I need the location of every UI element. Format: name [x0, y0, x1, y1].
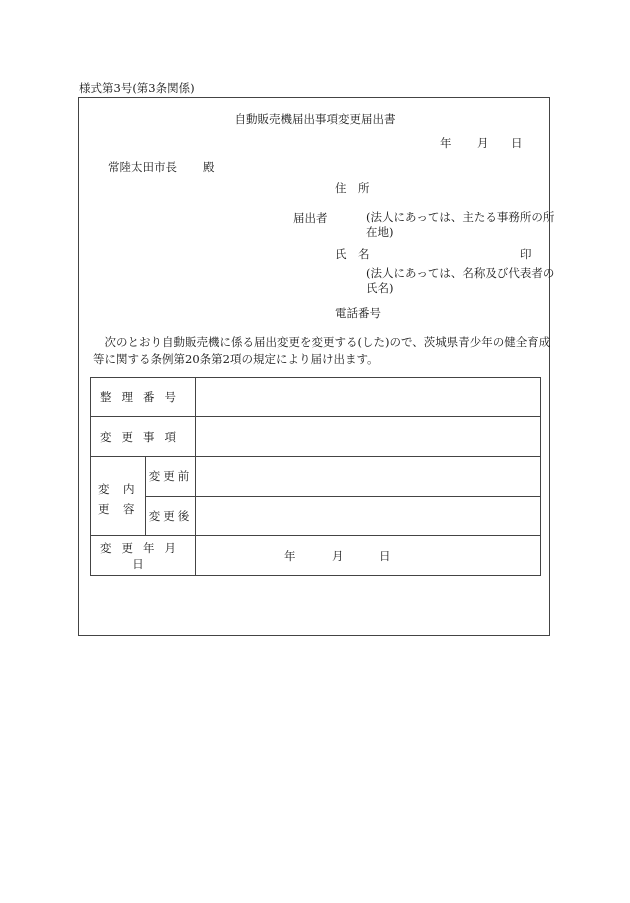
submission-year-label: 年 — [440, 136, 452, 150]
after-field[interactable] — [196, 496, 541, 536]
name-label: 氏 名 — [335, 247, 370, 261]
before-field[interactable] — [196, 457, 541, 497]
seal-mark: 印 — [520, 247, 532, 261]
submission-day-label: 日 — [511, 136, 523, 150]
honorific: 殿 — [203, 160, 215, 174]
change-details-table — [90, 377, 541, 576]
change-date-field[interactable] — [196, 536, 541, 576]
change-date-label: 変更年月日 — [91, 536, 196, 576]
body-text: 次のとおり自動販売機に係る届出変更を変更する(した)ので、茨城県青少年の健全育成等に関する条例第20条第2項の規定により届け出ます。 — [93, 335, 551, 366]
address-label: 住 所 — [335, 181, 370, 195]
before-label: 変更前 — [146, 457, 196, 497]
change-item-label: 変更事項 — [91, 417, 196, 457]
submission-month-label: 月 — [477, 136, 489, 150]
address-note: (法人にあっては、主たる事務所の所在地) — [366, 210, 555, 239]
reg-no-label: 整理番号 — [91, 378, 196, 417]
applicant-label: 届出者 — [293, 211, 328, 225]
content-label-char-4: 容 — [123, 502, 135, 516]
phone-label: 電話番号 — [335, 306, 381, 320]
content-label-char-2: 内 — [123, 482, 135, 496]
form-title: 自動販売機届出事項変更届出書 — [234, 112, 396, 126]
name-note: (法人にあっては、名称及び代表者の氏名) — [366, 266, 555, 295]
change-day-label: 日 — [379, 549, 391, 563]
form-number-header: 様式第3号(第3条関係) — [79, 81, 195, 95]
change-year-label: 年 — [284, 549, 296, 563]
reg-no-field[interactable] — [196, 378, 541, 417]
content-label-cell — [91, 457, 146, 536]
content-label-char-1: 変 — [98, 482, 110, 496]
addressee: 常陸太田市長 — [108, 160, 177, 174]
after-label: 変更後 — [146, 496, 196, 536]
change-month-label: 月 — [332, 549, 344, 563]
content-label-char-3: 更 — [98, 502, 110, 516]
change-item-field[interactable] — [196, 417, 541, 457]
